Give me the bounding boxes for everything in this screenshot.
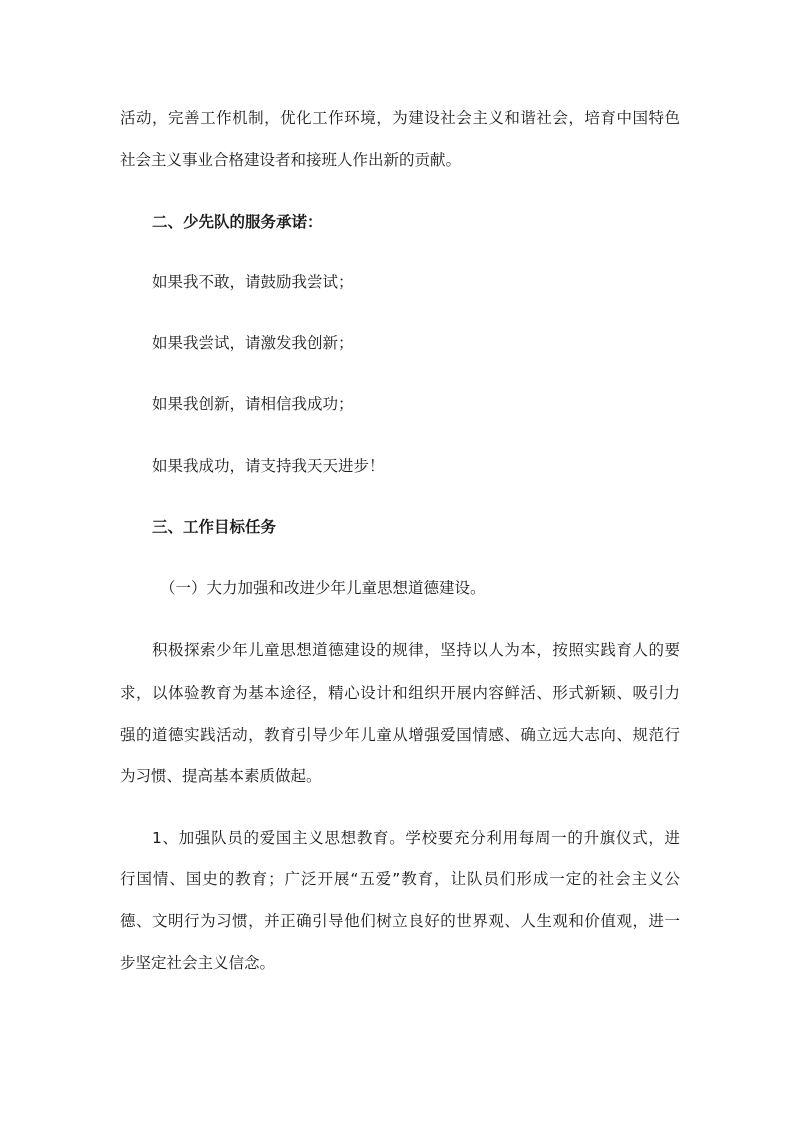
explore-line-1: 积极探索少年儿童思想道德建设的规律，坚持以人为本，按照实践育人的要 <box>152 641 680 659</box>
item1-line-3: 德、文明行为习惯，并正确引导他们树立良好的世界观、人生观和价值观，进一 <box>120 912 680 930</box>
promise-line-2: 如果我尝试，请激发我创新； <box>152 334 354 352</box>
promise-line-4: 如果我成功，请支持我天天进步！ <box>152 457 385 475</box>
subsection-1-heading: （一）大力加强和改进少年儿童思想道德建设。 <box>160 579 486 597</box>
explore-line-2: 求，以体验教育为基本途径，精心设计和组织开展内容鲜活、形式新颖、吸引力 <box>120 684 680 702</box>
intro-line-1: 活动，完善工作机制，优化工作环境，为建设社会主义和谐社会，培育中国特色 <box>120 109 680 127</box>
item1-line-1: 1、加强队员的爱国主义思想教育。学校要充分利用每周一的升旗仪式，进 <box>152 829 680 847</box>
explore-line-3: 强的道德实践活动，教育引导少年儿童从增强爱国情感、确立远大志向、规范行 <box>120 726 680 744</box>
section-3-heading: 三、工作目标任务 <box>152 518 277 536</box>
section-2-heading: 二、少先队的服务承诺： <box>152 213 323 231</box>
item1-line-4: 步坚定社会主义信念。 <box>120 954 276 972</box>
promise-line-1: 如果我不敢，请鼓励我尝试； <box>152 273 354 291</box>
promise-line-3: 如果我创新，请相信我成功； <box>152 395 354 413</box>
item1-line-2: 行国情、国史的教育；广泛开展“五爱”教育，让队员们形成一定的社会主义公 <box>120 870 680 888</box>
intro-line-2: 社会主义事业合格建设者和接班人作出新的贡献。 <box>120 151 462 169</box>
explore-line-4: 为习惯、提高基本素质做起。 <box>120 767 322 785</box>
